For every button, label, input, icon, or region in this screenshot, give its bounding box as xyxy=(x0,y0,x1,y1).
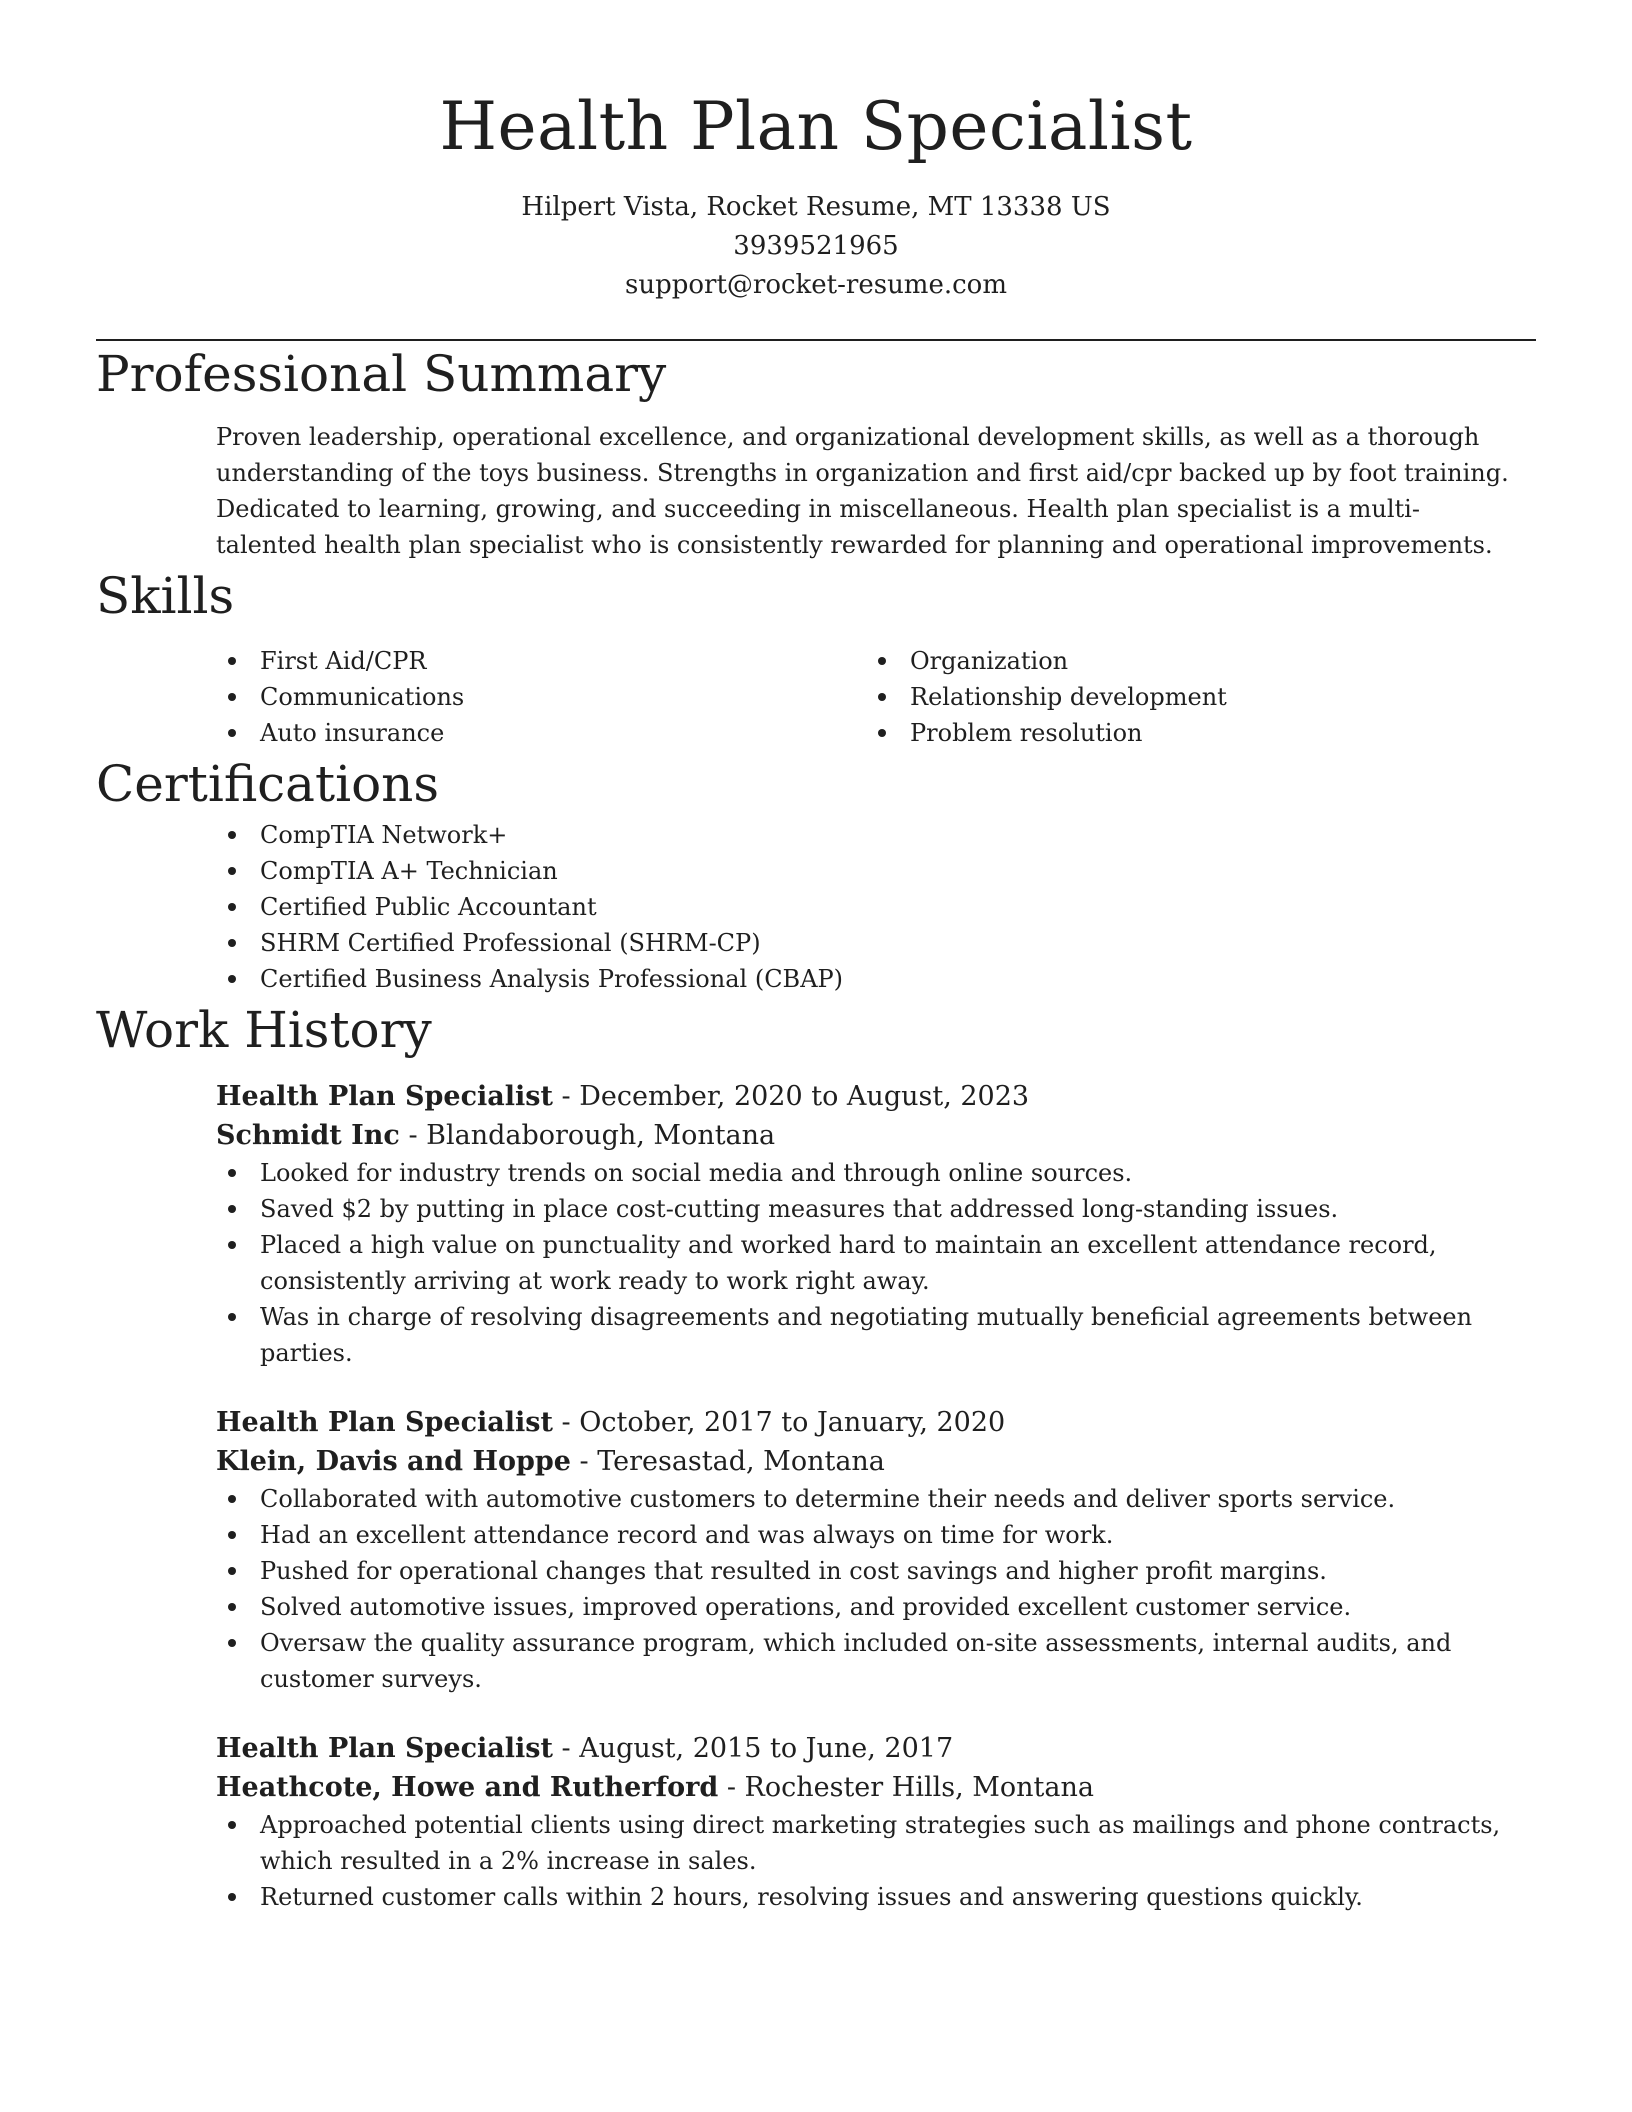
list-item: Relationship development xyxy=(866,679,1516,715)
bullet-icon xyxy=(878,729,886,737)
job-entry xyxy=(216,1729,1536,1915)
list-item: Saved $2 by putting in place cost-cutting measures that addressed long-standing issues. xyxy=(216,1191,1536,1227)
bullet-icon xyxy=(228,1531,236,1539)
job-company-line xyxy=(216,1442,1536,1481)
bullet-icon xyxy=(228,1603,236,1611)
job-title-line xyxy=(216,1403,1536,1442)
skills-right-column xyxy=(866,643,1516,751)
skills-left-column xyxy=(216,643,866,751)
job-company-line xyxy=(216,1116,1536,1155)
job-company: Klein, Davis and Hoppe xyxy=(216,1446,571,1477)
list-item: Had an excellent attendance record and was always on time for work. xyxy=(216,1517,1536,1553)
bullet-icon xyxy=(228,1169,236,1177)
list-item: First Aid/CPR xyxy=(216,643,866,679)
list-item: CompTIA A+ Technician xyxy=(216,853,1536,889)
list-item: Placed a high value on punctuality and worked hard to maintain an excellent attendance record, consistently arriving at work ready to work right away. xyxy=(216,1227,1536,1299)
job-dates: - October, 2017 to January, 2020 xyxy=(552,1407,1006,1438)
contact-info xyxy=(96,188,1536,305)
bullet-icon xyxy=(228,1639,236,1647)
summary-heading: Professional Summary xyxy=(96,345,667,403)
candidate-name: Health Plan Specialist xyxy=(439,88,1193,165)
bullet-icon xyxy=(228,657,236,665)
resume-page xyxy=(96,0,1536,1915)
summary-text: Proven leadership, operational excellence, and organizational development skills, as well as a thorough understanding of the toys business. Strengths in organization and first aid/cpr backed up by foot training. Dedicated to learning, growing, and succeeding in miscellaneous. Health plan specialist is a multi-talented health plan specialist who is consistently rewarded for planning and operational improvements. xyxy=(216,423,1509,559)
bullet-icon xyxy=(878,657,886,665)
bullet-icon xyxy=(228,867,236,875)
skills-grid xyxy=(216,643,1536,751)
job-bullets xyxy=(216,1807,1536,1915)
job-entry xyxy=(216,1077,1536,1371)
certifications-list xyxy=(216,817,1536,997)
certifications-heading: Certifications xyxy=(96,755,440,813)
job-company: Schmidt Inc xyxy=(216,1120,400,1151)
job-location: - Teresastad, Montana xyxy=(570,1446,885,1477)
bullet-icon xyxy=(878,693,886,701)
list-item: Problem resolution xyxy=(866,715,1516,751)
bullet-icon xyxy=(228,1241,236,1249)
bullet-icon xyxy=(228,939,236,947)
list-item: Oversaw the quality assurance program, which included on-site assessments, internal audits, and customer surveys. xyxy=(216,1625,1536,1697)
bullet-icon xyxy=(228,903,236,911)
contact-email: support@rocket-resume.com xyxy=(624,270,1007,300)
bullet-icon xyxy=(228,1205,236,1213)
job-bullets xyxy=(216,1155,1536,1371)
bullet-icon xyxy=(228,1567,236,1575)
job-bullets xyxy=(216,1481,1536,1697)
bullet-icon xyxy=(228,831,236,839)
bullet-icon xyxy=(228,1821,236,1829)
job-location: - Rochester Hills, Montana xyxy=(718,1772,1094,1803)
bullet-icon xyxy=(228,975,236,983)
list-item: Approached potential clients using direct marketing strategies such as mailings and phone contracts, which resulted in a 2% increase in sales. xyxy=(216,1807,1536,1879)
list-item: Collaborated with automotive customers to determine their needs and deliver sports service. xyxy=(216,1481,1536,1517)
bullet-icon xyxy=(228,729,236,737)
resume-header xyxy=(96,0,1536,305)
list-item: Returned customer calls within 2 hours, resolving issues and answering questions quickly. xyxy=(216,1879,1536,1915)
contact-phone: 3939521965 xyxy=(733,231,899,261)
work-history-heading: Work History xyxy=(96,1001,432,1059)
bullet-icon xyxy=(228,693,236,701)
list-item: Solved automotive issues, improved operations, and provided excellent customer service. xyxy=(216,1589,1536,1625)
list-item: SHRM Certified Professional (SHRM-CP) xyxy=(216,925,1536,961)
list-item: Communications xyxy=(216,679,866,715)
skills-section xyxy=(96,563,1536,751)
work-history-section xyxy=(96,997,1536,1915)
bullet-icon xyxy=(228,1495,236,1503)
bullet-icon xyxy=(228,1893,236,1901)
job-company-line xyxy=(216,1768,1536,1807)
list-item: Pushed for operational changes that resulted in cost savings and higher profit margins. xyxy=(216,1553,1536,1589)
job-role: Health Plan Specialist xyxy=(216,1733,553,1764)
job-title-line xyxy=(216,1729,1536,1768)
job-title-line xyxy=(216,1077,1536,1116)
list-item: Looked for industry trends on social media and through online sources. xyxy=(216,1155,1536,1191)
list-item: Organization xyxy=(866,643,1516,679)
job-role: Health Plan Specialist xyxy=(216,1081,553,1112)
job-location: - Blandaborough, Montana xyxy=(399,1120,776,1151)
job-company: Heathcote, Howe and Rutherford xyxy=(216,1772,719,1803)
job-dates: - December, 2020 to August, 2023 xyxy=(552,1081,1030,1112)
list-item: Auto insurance xyxy=(216,715,866,751)
contact-address: Hilpert Vista, Rocket Resume, MT 13338 US xyxy=(521,192,1111,222)
list-item: Was in charge of resolving disagreements and negotiating mutually beneficial agreements between parties. xyxy=(216,1299,1536,1371)
summary-section xyxy=(96,341,1536,563)
job-dates: - August, 2015 to June, 2017 xyxy=(552,1733,954,1764)
bullet-icon xyxy=(228,1313,236,1321)
certifications-section xyxy=(96,751,1536,997)
list-item: Certified Public Accountant xyxy=(216,889,1536,925)
job-entry xyxy=(216,1403,1536,1697)
list-item: CompTIA Network+ xyxy=(216,817,1536,853)
skills-heading: Skills xyxy=(96,567,235,625)
job-role: Health Plan Specialist xyxy=(216,1407,553,1438)
list-item: Certified Business Analysis Professional (CBAP) xyxy=(216,961,1536,997)
